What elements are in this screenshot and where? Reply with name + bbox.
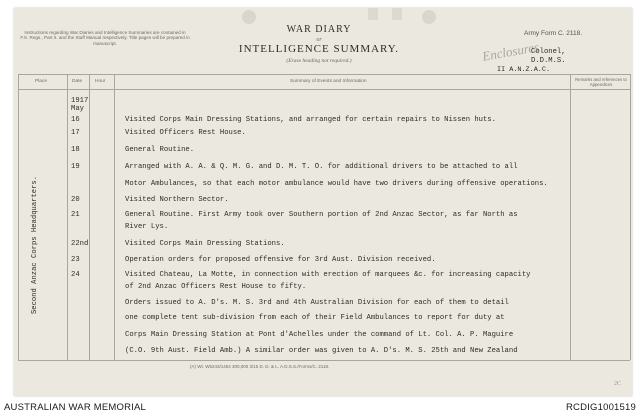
unit-line-1: Colonel, [531,48,566,56]
column-header-summary: Summary of Events and Information [290,79,367,84]
entry-line: one complete tent sub-division from each of their Field Ambulances to report for duty at [125,314,505,322]
entry-line: Motor Ambulances, so that each motor ambulance would have two drivers during offensive operations. [125,180,548,188]
unit-line-2: D.D.M.S. [531,57,566,65]
punch-hole [242,10,256,24]
column-rule [18,74,19,360]
entry-line: General Routine. First Army took over Southern portion of 2nd Anzac Sector, as far North as [125,211,518,219]
paper-fold [392,8,402,20]
entry-line: of 2nd Anzac Officers Rest House to fifty. [125,283,307,291]
entry-line: Visited Officers Rest House. [125,129,246,137]
entry-date: 22nd [71,240,89,248]
column-header-date: Date [72,79,83,84]
entry-date: 17 [71,129,80,137]
entry-line: Orders issued to A. D's. M. S. 3rd and 4th Australian Division for each of them to detail [125,299,509,307]
month-label: May [71,105,84,113]
footer-record-id: RCDIG1001519 [566,402,636,413]
table-top-rule [18,74,630,75]
entry-date: 19 [71,163,80,171]
entry-line: Visited Corps Main Dressing Stations. [125,240,285,248]
entry-date: 23 [71,256,80,264]
column-rule [630,74,631,360]
form-or: or [316,37,322,43]
column-rule [89,74,90,360]
column-rule [67,74,68,360]
entry-date: 16 [71,116,80,124]
entry-date: 20 [71,196,80,204]
punch-hole [422,10,436,24]
printer-note: (A) Wt. W5243/1454 300,000 3/15 D. D. & L. A.D.S.S./Forms/C. 2118. [190,364,330,369]
year-label: 1917 [71,97,89,105]
entry-line: Operation orders for proposed offensive for 3rd Aust. Division received. [125,256,436,264]
form-subtitle: INTELLIGENCE SUMMARY. [238,43,400,55]
erase-note: (Erase heading not required.) [286,58,352,64]
entry-date: 18 [71,146,80,154]
page-mark: 2C [614,381,622,387]
column-rule [114,74,115,360]
army-form-number: Army Form C. 2118. [524,30,583,37]
entry-line: Corps Main Dressing Station at Pont d'Achelles under the command of Lt. Col. A. P. Maguire [125,331,514,339]
entry-line: Visited Corps Main Dressing Stations, and arranged for certain repairs to Nissen huts. [125,116,496,124]
handwritten-annotation: Enclosures [481,39,541,64]
unit-line-3: II A.N.Z.A.C. [497,66,551,74]
table-bottom-rule [18,360,630,361]
entry-line: Arranged with A. A. & Q. M. G. and D. M. T. O. for additional drivers to be attached to all [125,163,518,171]
place-text: Second Anzac Corps Headquarters. [31,175,39,315]
entry-line: Visited Chateau, La Motte, in connection with erection of marquees &c. for increasing capacity [125,271,531,279]
entry-date: 21 [71,211,80,219]
place-column-text [27,170,43,320]
paper-fold [368,8,378,20]
form-title: WAR DIARY [286,24,352,35]
entry-line: (C.O. 9th Aust. Field Amb.) A similar order was given to A. D's. M. S. 25th and New Zealand [125,347,518,355]
entry-line: General Routine. [125,146,195,154]
column-rule [570,74,571,360]
footer-institution: AUSTRALIAN WAR MEMORIAL [4,402,147,413]
entry-line: River Lys. [125,223,169,231]
column-header-hour: Hour [95,79,106,84]
column-header-place: Place [35,79,47,84]
instructions-note: Instructions regarding War Diaries and Intelligence Summaries are contained in F.S. Regs., Part II. and the Staff Manual respectively. Title pages will be prepared in manuscript. [20,30,190,46]
entry-line: Visited Northern Sector. [125,196,229,204]
column-header-remarks: Remarks and references to Appendices [575,77,627,88]
header-bottom-rule [18,89,630,90]
entry-date: 24 [71,271,80,279]
